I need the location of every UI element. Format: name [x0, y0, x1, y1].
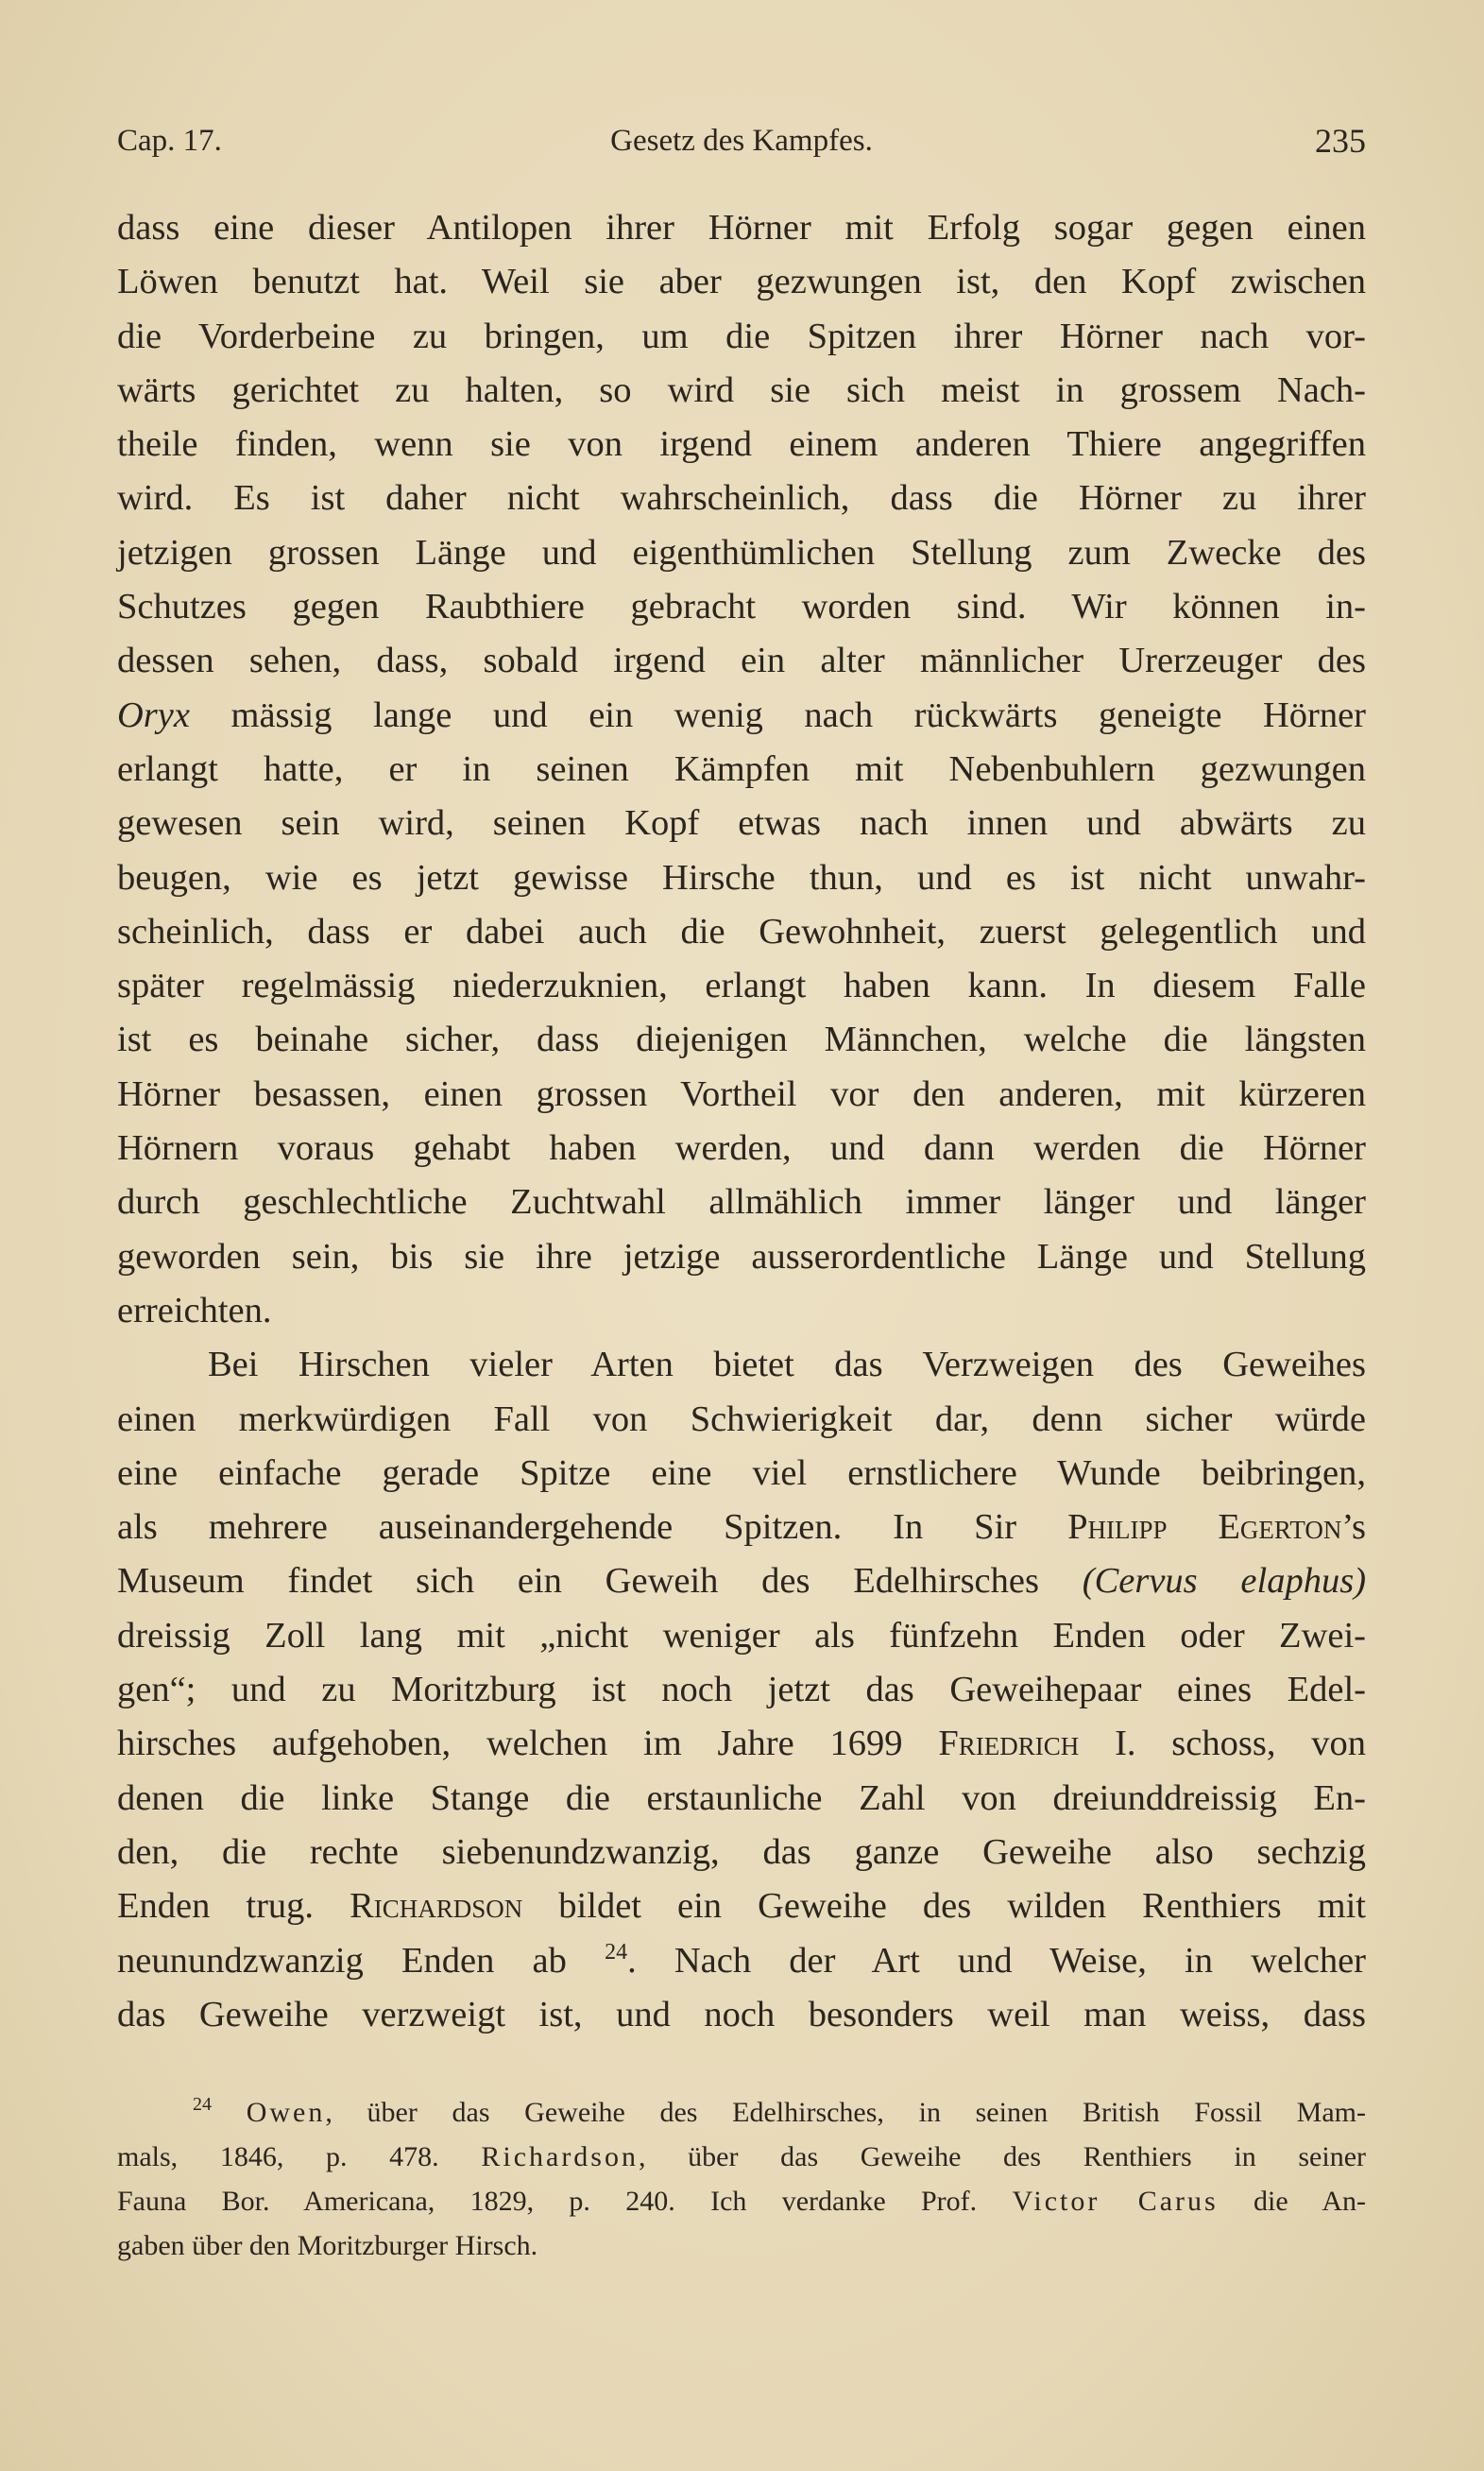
text-line: durch geschlechtliche Zuchtwahl allmählich immer länger und länger: [117, 1182, 1366, 1223]
text-line: [117, 1501, 1366, 1554]
text-line: denen die linke Stange die erstaunliche Zahl von dreiunddreissig En-: [117, 1777, 1366, 1818]
text-line: den, die rechte siebenundzwanzig, das ganze Geweihe also sechzig: [117, 1831, 1366, 1872]
body-text: [117, 201, 1366, 2042]
text-segment: ’s: [1341, 1507, 1367, 1548]
text-line: einen merkwürdigen Fall von Schwierigkeit dar, denn sicher würde: [117, 1399, 1366, 1439]
text-segment: I. schoss, von: [1115, 1724, 1367, 1764]
running-title: Gesetz des Kampfes.: [610, 124, 873, 158]
text-segment: Museum findet sich ein Geweih des Edelhirsches: [117, 1561, 1039, 1602]
text-line: theile finden, wenn sie von irgend einem anderen Thiere angegriffen: [117, 424, 1366, 465]
footnote-block: [117, 2090, 1366, 2268]
text-segment: mals, 1846, p. 478.: [117, 2141, 439, 2172]
person-name: Owen: [246, 2097, 326, 2128]
text-line: wärts gerichtet zu halten, so wird sie sich meist in grossem Nach-: [117, 369, 1366, 410]
text-line: [117, 1879, 1366, 1933]
text-line: erreichten.: [117, 1290, 272, 1330]
text-line: Hörnern voraus gehabt haben werden, und dann werden die Hörner: [117, 1128, 1366, 1169]
footnote-reference: 24: [605, 1939, 628, 1965]
text-line: beugen, wie es jetzt gewisse Hirsche thun, und es ist nicht unwahr-: [117, 857, 1366, 898]
text-segment: Fauna Bor. Americana, 1829, p. 240. Ich verdanke Prof.: [117, 2186, 978, 2217]
running-header: [117, 117, 1366, 164]
chapter-label: Cap. 17.: [117, 124, 222, 158]
taxon-cervus-elaphus: (Cervus elaphus): [1082, 1561, 1367, 1602]
footnote-line: gaben über den Moritzburger Hirsch.: [117, 2230, 538, 2261]
text-line: erlangt hatte, er in seinen Kämpfen mit Nebenbuhlern gezwungen: [117, 748, 1366, 789]
text-line: gewesen sein wird, seinen Kopf etwas nach innen und abwärts zu: [117, 803, 1366, 844]
text-line: Löwen benutzt hat. Weil sie aber gezwungen ist, den Kopf zwischen: [117, 262, 1366, 302]
text-segment: Enden trug.: [117, 1886, 315, 1927]
text-line: eine einfache gerade Spitze eine viel ernstlichere Wunde beibringen,: [117, 1452, 1366, 1493]
taxon-oryx: Oryx: [117, 695, 190, 735]
text-line: jetzigen grossen Länge und eigenthümlichen Stellung zum Zwecke des: [117, 532, 1366, 573]
text-line: scheinlich, dass er dabei auch die Gewohnheit, zuerst gelegentlich und: [117, 911, 1366, 952]
text-segment: hirsches aufgehoben, welchen im Jahre 1699: [117, 1724, 903, 1764]
text-line: Schutzes gegen Raubthiere gebracht worden sind. Wir können in-: [117, 587, 1366, 627]
text-line: [117, 1554, 1366, 1608]
person-name: Richardson: [350, 1886, 523, 1927]
text-line: später regelmässig niederzuknien, erlangt haben kann. In diesem Falle: [117, 966, 1366, 1006]
text-segment: als mehrere auseinandergehende Spitzen. In Sir: [117, 1507, 1017, 1548]
page-number: 235: [1315, 122, 1366, 160]
text-segment: . Nach der Art und Weise, in welcher: [627, 1940, 1367, 1981]
text-line: dessen sehen, dass, sobald irgend ein alter männlicher Urerzeuger des: [117, 641, 1366, 681]
text-line: gen“; und zu Moritzburg ist noch jetzt das Geweihepaar eines Edel-: [117, 1670, 1366, 1710]
person-name: Friedrich: [938, 1724, 1080, 1764]
person-name: Richardson: [481, 2141, 639, 2172]
text-line: [117, 1717, 1366, 1771]
text-segment: neunundzwanzig Enden ab: [117, 1940, 567, 1981]
footnote-line: [117, 2135, 1366, 2179]
text-line: Hörner besassen, einen grossen Vortheil vor den anderen, mit kürzeren: [117, 1073, 1366, 1114]
text-line: [117, 689, 1366, 743]
text-line: wird. Es ist daher nicht wahrscheinlich, dass die Hörner zu ihrer: [117, 478, 1366, 519]
text-segment: mässig lange und ein wenig nach rückwärts geneigte Hörner: [230, 695, 1366, 735]
text-segment: bildet ein Geweihe des wilden Renthiers mit: [558, 1886, 1367, 1927]
text-line: das Geweihe verzweigt ist, und noch besonders weil man weiss, dass: [117, 1994, 1366, 2034]
text-segment: , über das Geweihe des Edelhirsches, in seinen British Fossil Mam-: [325, 2097, 1367, 2128]
footnote-line: [117, 2090, 1366, 2135]
text-line: dreissig Zoll lang mit „nicht weniger als fünfzehn Enden oder Zwei-: [117, 1615, 1366, 1656]
text-line: ist es beinahe sicher, dass diejenigen Männchen, welche die längsten: [117, 1020, 1366, 1060]
paragraph-start-line: Bei Hirschen vieler Arten bietet das Verzweigen des Geweihes: [208, 1345, 1366, 1385]
text-segment: , über das Geweihe des Renthiers in seiner: [638, 2141, 1366, 2172]
text-segment: die An-: [1254, 2186, 1367, 2217]
footnote-line: [117, 2179, 1366, 2223]
text-line: geworden sein, bis sie ihre jetzige ausserordentliche Länge und Stellung: [117, 1236, 1366, 1277]
text-line: dass eine dieser Antilopen ihrer Hörner mit Erfolg sogar gegen einen: [117, 208, 1366, 248]
text-line: [117, 1934, 1366, 1988]
footnote-marker: 24: [193, 2094, 212, 2115]
text-line: die Vorderbeine zu bringen, um die Spitzen ihrer Hörner nach vor-: [117, 316, 1366, 356]
person-name: Victor Carus: [1012, 2186, 1219, 2217]
person-name: Philipp Egerton: [1067, 1507, 1342, 1548]
